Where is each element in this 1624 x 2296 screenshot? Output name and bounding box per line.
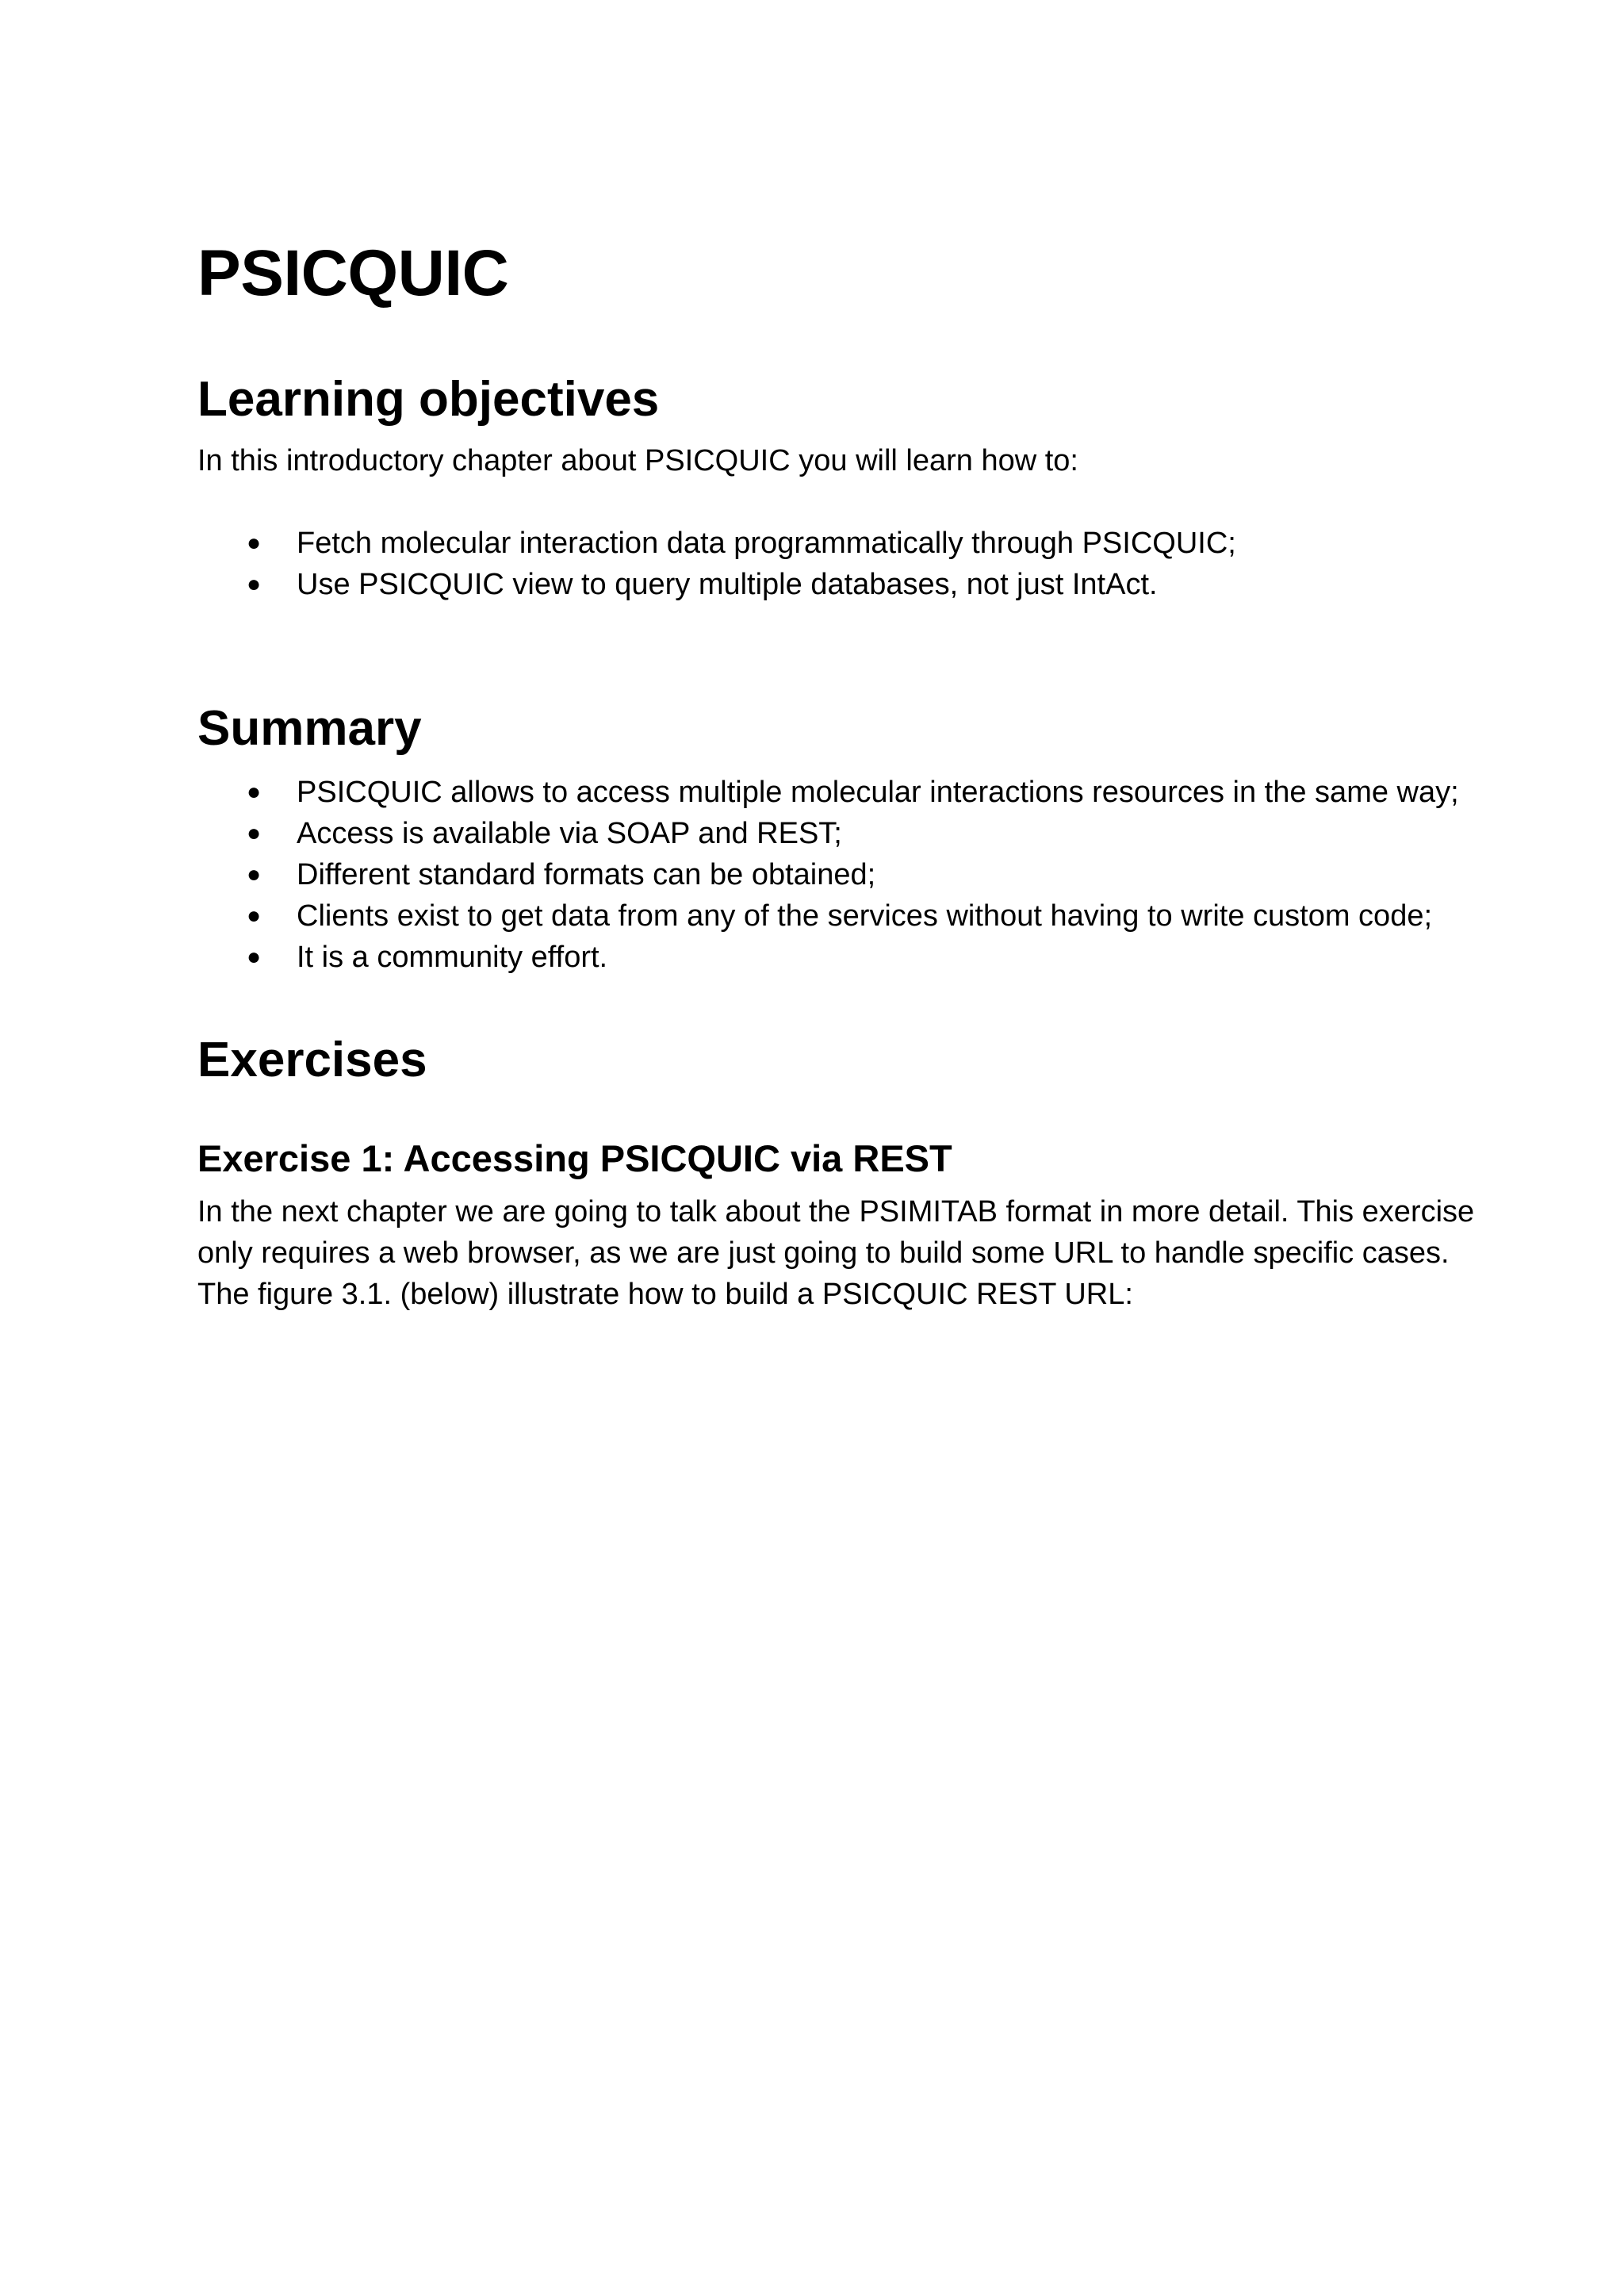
exercise-1-heading: Exercise 1: Accessing PSICQUIC via REST: [197, 1137, 952, 1180]
list-item: [197, 523, 1482, 564]
exercise-1-paragraph: In the next chapter we are going to talk about the PSIMITAB format in more detail. This exercise only requires a web browser, as we are just going to build some URL to handle specific cases.: [197, 1195, 1475, 1271]
exercises-section: [197, 1032, 1482, 1315]
list-item-text: Clients exist to get data from any of the services without having to write custom code;: [297, 899, 1433, 933]
bullet-icon: ●: [247, 943, 262, 970]
list-item-text: PSICQUIC allows to access multiple molecular interactions resources in the same way;: [297, 775, 1459, 809]
summary-heading: Summary: [197, 701, 422, 757]
summary-list: [197, 772, 1482, 978]
bullet-icon: ●: [247, 778, 262, 805]
document-title: PSICQUIC: [197, 237, 509, 309]
bullet-icon: ●: [247, 819, 262, 846]
list-item: [197, 937, 1482, 978]
list-item-text: It is a community effort.: [297, 940, 608, 974]
bullet-icon: ●: [247, 530, 262, 557]
bullet-icon: ●: [247, 571, 262, 598]
list-item-text: Use PSICQUIC view to query multiple databases, not just IntAct.: [297, 568, 1158, 602]
exercises-heading: Exercises: [197, 1032, 427, 1087]
list-item-text: Fetch molecular interaction data programmatically through PSICQUIC;: [297, 527, 1236, 561]
list-item: [197, 813, 1482, 854]
bullet-icon: ●: [247, 861, 262, 887]
learning-objectives-list: [197, 523, 1482, 605]
list-item: [197, 895, 1482, 937]
bullet-icon: ●: [247, 902, 262, 929]
learning-objectives-intro: In this introductory chapter about PSICQUIC you will learn how to:: [197, 444, 1078, 478]
exercise-1-figure-reference: The figure 3.1. (below) illustrate how to build a PSICQUIC REST URL:: [197, 1278, 1133, 1312]
learning-objectives-section: [197, 371, 1482, 605]
list-item-text: Different standard formats can be obtained;: [297, 857, 876, 891]
list-item: [197, 854, 1482, 895]
learning-objectives-heading: Learning objectives: [197, 372, 660, 427]
document-content: [197, 238, 1482, 1315]
list-item: [197, 564, 1482, 605]
summary-section: [197, 700, 1482, 977]
list-item: [197, 772, 1482, 813]
list-item-text: Access is available via SOAP and REST;: [297, 816, 842, 850]
